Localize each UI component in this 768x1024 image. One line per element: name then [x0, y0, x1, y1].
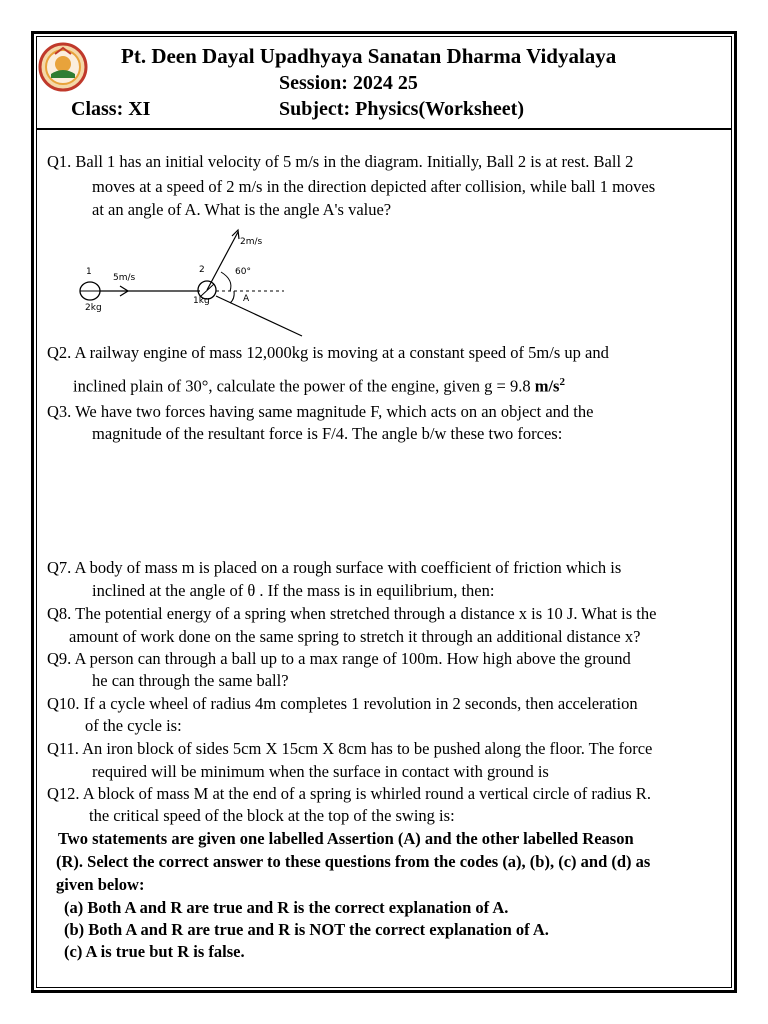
school-emblem-icon [38, 42, 88, 92]
assertion-option-b: (b) Both A and R are true and R is NOT the correct explanation of A. [64, 920, 549, 939]
ball-2-mass: 1kg [193, 296, 210, 306]
question-8-line-1: Q8. The potential energy of a spring when stretched through a distance x is 10 J. What is the [47, 604, 657, 623]
school-name: Pt. Deen Dayal Upadhyaya Sanatan Dharma Vidyalaya [121, 44, 617, 68]
ball-1-mass: 2kg [85, 303, 102, 313]
question-3-line-1: Q3. We have two forces having same magnitude F, which acts on an object and the [47, 402, 594, 421]
angle-a-label: A [243, 294, 250, 304]
question-7-line-1: Q7. A body of mass m is placed on a rough surface with coefficient of friction which is [47, 558, 622, 577]
question-1-line-3: at an angle of A. What is the angle A's value? [92, 200, 392, 219]
ball-2-speed: 2m/s [240, 237, 263, 247]
ball-1-speed: 5m/s [113, 273, 136, 283]
question-10-line-1: Q10. If a cycle wheel of radius 4m completes 1 revolution in 2 seconds, then acceleration [47, 694, 638, 713]
assertion-intro-line-2: (R). Select the correct answer to these questions from the codes (a), (b), (c) and (d) as [56, 852, 651, 871]
collision-diagram [68, 222, 304, 340]
question-12-line-1: Q12. A block of mass M at the end of a spring is whirled round a vertical circle of radius R. [47, 784, 651, 803]
question-11-line-2: required will be minimum when the surface in contact with ground is [92, 762, 549, 781]
question-2-unit: m/s [534, 376, 560, 396]
question-1-line-2: moves at a speed of 2 m/s in the direction depicted after collision, while ball 1 moves [92, 177, 656, 196]
question-7-line-2: inclined at the angle of θ . If the mass is in equilibrium, then: [92, 581, 495, 600]
ball-2-label: 2 [199, 265, 205, 275]
angle-60-label: 60° [235, 267, 251, 277]
assertion-option-c: (c) A is true but R is false. [64, 942, 245, 961]
subject-label: Subject: Physics(Worksheet) [279, 98, 524, 120]
ball-1-label: 1 [86, 267, 92, 277]
question-2-text: inclined plain of 30°, calculate the power of the engine, given g = 9.8 [73, 376, 531, 396]
question-9-line-1: Q9. A person can through a ball up to a max range of 100m. How high above the ground [47, 649, 631, 668]
question-9-line-2: he can through the same ball? [92, 671, 289, 690]
class-label: Class: XI [71, 98, 151, 120]
assertion-intro-line-1: Two statements are given one labelled Assertion (A) and the other labelled Reason [58, 829, 634, 848]
session-label: Session: 2024 25 [279, 72, 418, 94]
assertion-intro-line-3: given below: [56, 875, 145, 894]
question-10-line-2: of the cycle is: [85, 716, 182, 735]
question-2-line-2 [73, 372, 565, 397]
question-2-exponent: 2 [559, 376, 565, 388]
question-8-line-2: amount of work done on the same spring to stretch it through an additional distance x? [69, 627, 641, 646]
question-3-line-2: magnitude of the resultant force is F/4. The angle b/w these two forces: [92, 424, 563, 443]
question-11-line-1: Q11. An iron block of sides 5cm X 15cm X 8cm has to be pushed along the floor. The force [47, 739, 653, 758]
assertion-option-a: (a) Both A and R are true and R is the correct explanation of A. [64, 898, 509, 917]
question-12-line-2: the critical speed of the block at the top of the swing is: [89, 806, 455, 825]
question-1-line-1: Q1. Ball 1 has an initial velocity of 5 m/s in the diagram. Initially, Ball 2 is at rest. Ball 2 [47, 152, 634, 171]
header-divider [36, 128, 732, 130]
question-2-line-1: Q2. A railway engine of mass 12,000kg is moving at a constant speed of 5m/s up and [47, 343, 609, 362]
